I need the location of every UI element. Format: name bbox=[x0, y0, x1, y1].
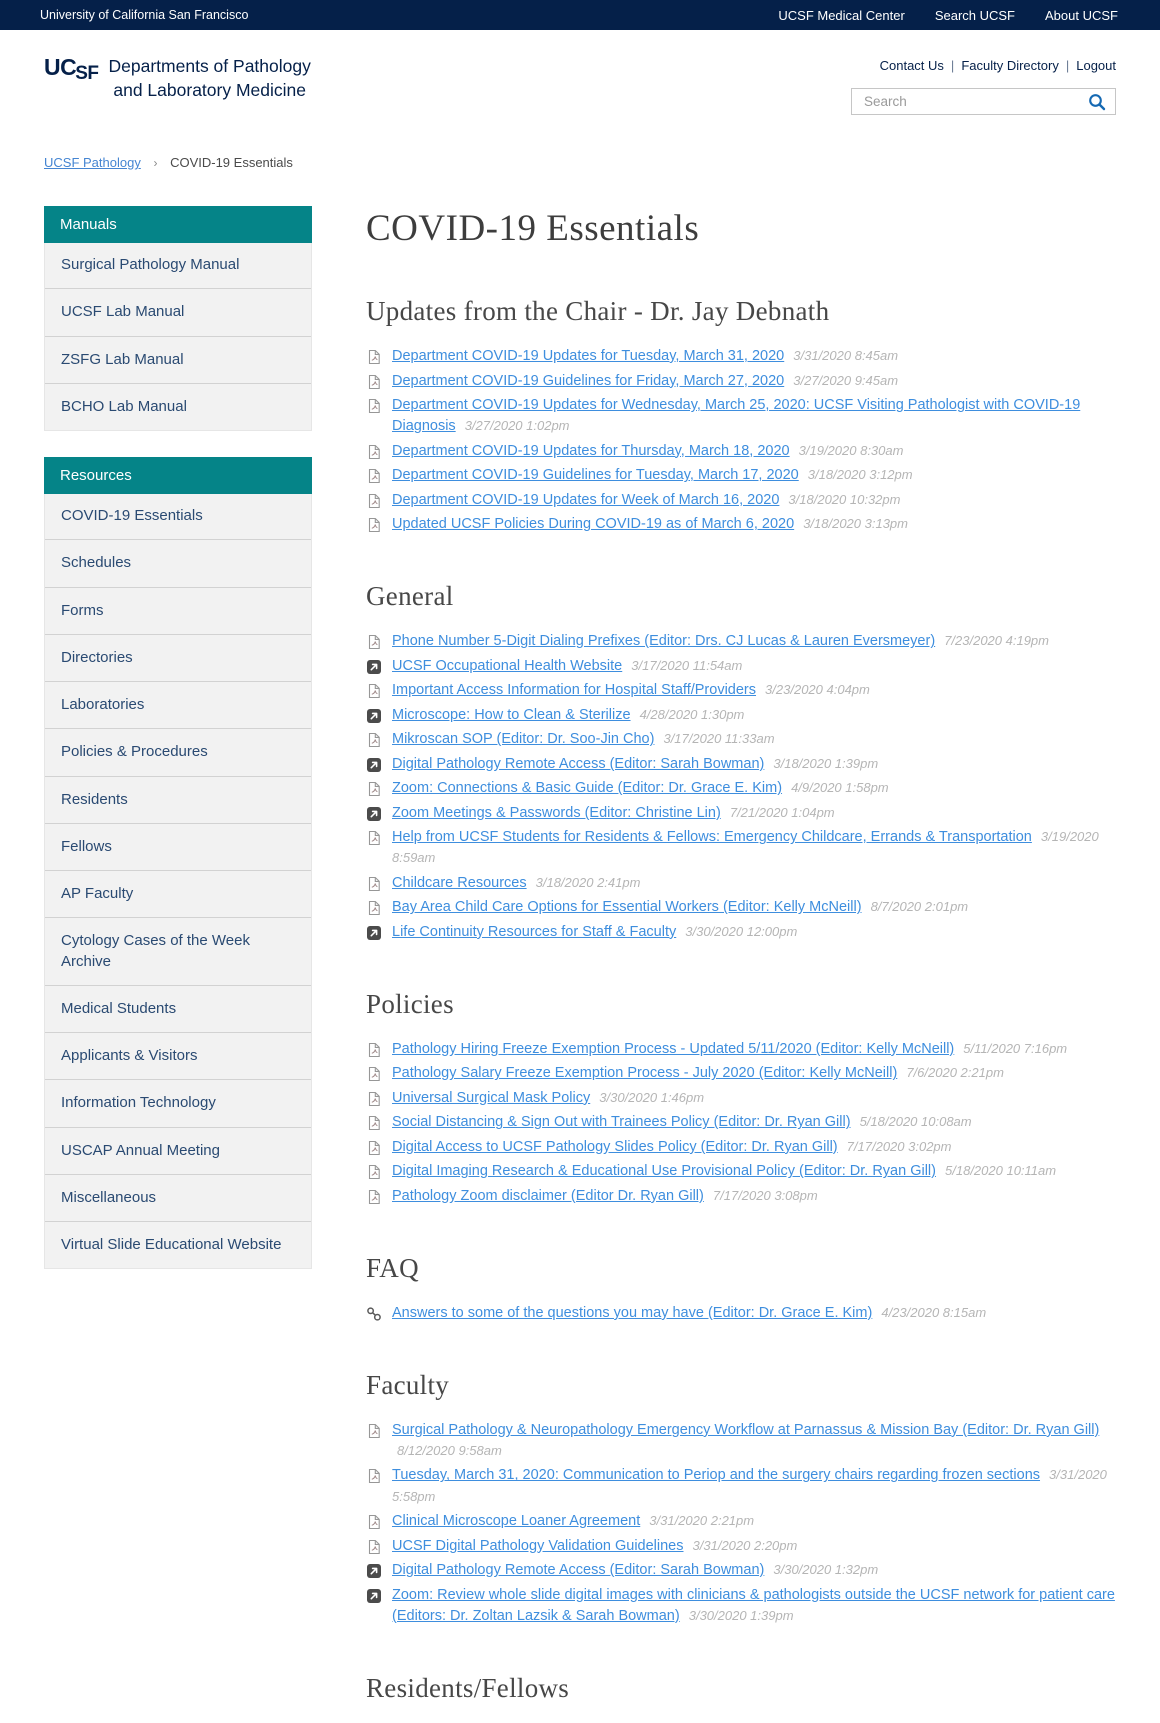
document-link[interactable]: Social Distancing & Sign Out with Trainees Policy (Editor: Dr. Ryan Gill) bbox=[392, 1114, 851, 1131]
document-text bbox=[392, 922, 797, 943]
document-row bbox=[366, 1303, 1116, 1324]
document-text bbox=[392, 1088, 704, 1109]
topbar-link-about-ucsf[interactable]: About UCSF bbox=[1045, 7, 1118, 23]
sidebar-item-ucsf-lab-manual[interactable]: UCSF Lab Manual bbox=[45, 288, 311, 335]
sidebar-item-uscap-annual-meeting[interactable]: USCAP Annual Meeting bbox=[45, 1127, 311, 1174]
document-link[interactable]: Digital Imaging Research & Educational Use Provisional Policy (Editor: Dr. Ryan Gill) bbox=[392, 1163, 936, 1180]
document-row bbox=[366, 1536, 1116, 1557]
document-text bbox=[392, 729, 775, 750]
document-link[interactable]: Digital Access to UCSF Pathology Slides Policy (Editor: Dr. Ryan Gill) bbox=[392, 1138, 838, 1155]
pdf-icon bbox=[366, 1468, 382, 1484]
document-link[interactable]: Department COVID-19 Updates for Wednesday, March 25, 2020: UCSF Visiting Pathologist with COVID-19 Diagnosis bbox=[392, 397, 1081, 435]
utility-link-separator: | bbox=[1065, 58, 1070, 73]
document-link[interactable]: Phone Number 5-Digit Dialing Prefixes (Editor: Drs. CJ Lucas & Lauren Eversmeyer) bbox=[392, 633, 936, 650]
timestamp: 5/18/2020 10:08am bbox=[859, 1114, 972, 1130]
pdf-icon bbox=[366, 1115, 382, 1131]
site-title[interactable] bbox=[109, 54, 311, 102]
document-row bbox=[366, 490, 1116, 511]
document-link[interactable]: Zoom: Connections & Basic Guide (Editor: Dr. Grace E. Kim) bbox=[392, 780, 783, 797]
sidebar-item-virtual-slide-educational-website[interactable]: Virtual Slide Educational Website bbox=[45, 1221, 311, 1268]
document-link[interactable]: Department COVID-19 Guidelines for Friday, March 27, 2020 bbox=[392, 372, 785, 389]
sidebar-item-medical-students[interactable]: Medical Students bbox=[45, 985, 311, 1032]
utility-links bbox=[851, 58, 1116, 73]
link-icon bbox=[366, 1306, 382, 1322]
document-link[interactable]: Clinical Microscope Loaner Agreement bbox=[392, 1513, 641, 1530]
pdf-icon bbox=[366, 374, 382, 390]
timestamp: 3/18/2020 10:32pm bbox=[788, 491, 901, 507]
document-row bbox=[366, 395, 1116, 437]
timestamp: 8/12/2020 9:58am bbox=[397, 1442, 502, 1458]
pdf-icon bbox=[366, 444, 382, 460]
document-text bbox=[392, 1161, 1056, 1182]
document-link[interactable]: Tuesday, March 31, 2020: Communication to Periop and the surgery chairs regarding frozen sections bbox=[392, 1467, 1041, 1484]
timestamp: 3/30/2020 1:46pm bbox=[599, 1089, 705, 1105]
timestamp: 3/30/2020 12:00pm bbox=[685, 923, 798, 939]
document-text bbox=[392, 1536, 797, 1557]
document-link[interactable]: Mikroscan SOP (Editor: Dr. Soo-Jin Cho) bbox=[392, 731, 655, 748]
timestamp: 7/17/2020 3:02pm bbox=[846, 1138, 952, 1154]
pdf-icon bbox=[366, 876, 382, 892]
timestamp: 3/30/2020 1:39pm bbox=[688, 1607, 794, 1623]
document-row bbox=[366, 514, 1116, 535]
document-link[interactable]: Department COVID-19 Updates for Tuesday, March 31, 2020 bbox=[392, 348, 785, 364]
timestamp: 3/27/2020 1:02pm bbox=[464, 418, 570, 434]
document-link[interactable]: Department COVID-19 Guidelines for Tuesday, March 17, 2020 bbox=[392, 467, 799, 484]
timestamp: 5/11/2020 7:16pm bbox=[963, 1040, 1068, 1056]
sidebar-item-zsfg-lab-manual[interactable]: ZSFG Lab Manual bbox=[45, 336, 311, 383]
document-row bbox=[366, 371, 1116, 392]
document-text bbox=[392, 631, 1049, 652]
document-row bbox=[366, 827, 1116, 869]
pdf-icon bbox=[366, 1091, 382, 1107]
sidebar-item-forms[interactable]: Forms bbox=[45, 587, 311, 634]
pdf-icon bbox=[366, 781, 382, 797]
document-text bbox=[392, 441, 903, 462]
pdf-icon bbox=[366, 1514, 382, 1530]
document-text bbox=[392, 1560, 878, 1581]
sidebar-header-resources: Resources bbox=[44, 457, 312, 494]
section-heading-updates-from-the-chair-dr-jay-debnath: Updates from the Chair - Dr. Jay Debnath bbox=[366, 296, 830, 326]
sidebar-item-cytology-cases-of-the-week-archive[interactable]: Cytology Cases of the Week Archive bbox=[45, 917, 311, 985]
section-heading-general: General bbox=[366, 581, 454, 612]
section-heading-policies: Policies bbox=[366, 988, 454, 1019]
pdf-icon bbox=[366, 830, 382, 846]
pdf-icon bbox=[366, 1140, 382, 1156]
brand bbox=[44, 54, 311, 102]
document-row bbox=[366, 441, 1116, 462]
timestamp: 3/31/2020 2:20pm bbox=[692, 1537, 798, 1553]
document-row bbox=[366, 465, 1116, 486]
document-row bbox=[366, 1112, 1116, 1133]
document-text bbox=[392, 656, 742, 677]
pdf-icon bbox=[366, 493, 382, 509]
pdf-icon bbox=[366, 1164, 382, 1180]
timestamp: 3/31/2020 2:21pm bbox=[649, 1513, 755, 1529]
document-list bbox=[366, 1303, 1116, 1324]
document-row bbox=[366, 1137, 1116, 1158]
document-link[interactable]: UCSF Occupational Health Website bbox=[392, 657, 623, 674]
pdf-icon bbox=[366, 1423, 382, 1439]
document-link[interactable]: Important Access Information for Hospital Staff/Providers bbox=[392, 682, 757, 699]
document-link[interactable]: Childcare Resources bbox=[392, 874, 527, 891]
document-text bbox=[392, 1112, 972, 1133]
document-list bbox=[366, 1420, 1116, 1627]
document-text bbox=[392, 1063, 1004, 1084]
sidebar-item-surgical-pathology-manual[interactable]: Surgical Pathology Manual bbox=[61, 256, 240, 273]
document-link[interactable]: Microscope: How to Clean & Sterilize bbox=[392, 706, 631, 723]
pdf-icon bbox=[366, 1066, 382, 1082]
document-text bbox=[392, 1137, 951, 1158]
document-link[interactable]: Bay Area Child Care Options for Essential Workers (Editor: Kelly McNeill) bbox=[392, 899, 862, 916]
content bbox=[0, 206, 1160, 1723]
sidebar-item-bcho-lab-manual[interactable]: BCHO Lab Manual bbox=[45, 383, 311, 430]
document-link[interactable]: Digital Pathology Remote Access (Editor: Sarah Bowman) bbox=[392, 1562, 765, 1579]
document-row bbox=[366, 922, 1116, 943]
topbar bbox=[0, 0, 1160, 30]
document-text bbox=[392, 514, 908, 535]
sidebar-section-manuals bbox=[44, 206, 312, 431]
section-heading-faculty: Faculty bbox=[366, 1369, 450, 1400]
document-row bbox=[366, 346, 1116, 367]
pdf-icon bbox=[366, 1042, 382, 1058]
main-content bbox=[366, 206, 1116, 1723]
document-text bbox=[392, 1511, 754, 1532]
document-text bbox=[392, 1039, 1067, 1060]
document-row bbox=[366, 897, 1116, 918]
document-row bbox=[366, 656, 1116, 677]
external-link-icon bbox=[366, 1563, 382, 1579]
document-text bbox=[392, 827, 1116, 869]
document-text bbox=[392, 395, 1116, 437]
document-row bbox=[366, 1585, 1116, 1627]
sidebar-item-laboratories[interactable]: Laboratories bbox=[45, 681, 311, 728]
timestamp: 7/23/2020 4:19pm bbox=[944, 633, 1049, 649]
document-text bbox=[392, 346, 898, 367]
document-row bbox=[366, 631, 1116, 652]
pdf-icon bbox=[366, 398, 382, 414]
document-text bbox=[392, 803, 835, 824]
section-heading-residents-fellows: Residents/Fellows bbox=[366, 1672, 570, 1703]
document-text bbox=[392, 465, 913, 486]
document-row bbox=[366, 1039, 1116, 1060]
timestamp: 3/31/2020 5:58pm bbox=[392, 1467, 1107, 1504]
timestamp: 4/23/2020 8:15am bbox=[881, 1304, 987, 1320]
pdf-icon bbox=[366, 349, 382, 365]
utility-link-logout[interactable]: Logout bbox=[1076, 58, 1116, 73]
document-text bbox=[392, 754, 878, 775]
search-box bbox=[851, 88, 1116, 115]
timestamp: 7/6/2020 2:21pm bbox=[906, 1065, 1004, 1081]
timestamp: 3/18/2020 3:12pm bbox=[807, 467, 913, 483]
section-heading-faq: FAQ bbox=[366, 1252, 419, 1283]
document-link[interactable]: Zoom Meetings & Passwords (Editor: Christine Lin) bbox=[392, 804, 721, 821]
document-text bbox=[392, 490, 900, 511]
search-input[interactable] bbox=[862, 93, 1087, 110]
sidebar-section-resources bbox=[44, 457, 312, 1269]
timestamp: 3/17/2020 11:33am bbox=[663, 731, 775, 747]
ucsf-logo[interactable]: UCSF bbox=[44, 54, 99, 84]
breadcrumb-current: COVID-19 Essentials bbox=[170, 155, 293, 170]
document-link[interactable]: Surgical Pathology & Neuropathology Emergency Workflow at Parnassus & Mission Bay (Editor: Dr. Ryan Gill) bbox=[392, 1421, 1100, 1438]
header-right bbox=[851, 54, 1116, 115]
timestamp: 3/18/2020 1:39pm bbox=[773, 755, 879, 771]
sidebar-item-miscellaneous[interactable]: Miscellaneous bbox=[45, 1174, 311, 1221]
sidebar-item-residents[interactable]: Residents bbox=[45, 776, 311, 823]
document-link[interactable]: Digital Pathology Remote Access (Editor: Sarah Bowman) bbox=[392, 755, 765, 772]
document-row bbox=[366, 1186, 1116, 1207]
sidebar-item-applicants-visitors[interactable]: Applicants & Visitors bbox=[45, 1032, 311, 1079]
sidebar-item-directories[interactable]: Directories bbox=[45, 634, 311, 681]
document-link[interactable]: Help from UCSF Students for Residents & Fellows: Emergency Childcare, Errands & Transportation bbox=[392, 829, 1032, 846]
utility-link-faculty-directory[interactable]: Faculty Directory bbox=[961, 58, 1059, 73]
document-text bbox=[392, 1420, 1116, 1462]
external-link-icon bbox=[366, 708, 382, 724]
sidebar-item-ap-faculty[interactable]: AP Faculty bbox=[45, 870, 311, 917]
timestamp: 3/19/2020 8:59am bbox=[392, 829, 1099, 866]
document-link[interactable]: Pathology Zoom disclaimer (Editor Dr. Ryan Gill) bbox=[392, 1187, 704, 1204]
document-list bbox=[366, 631, 1116, 943]
sidebar-body-resources bbox=[45, 493, 311, 1268]
document-text bbox=[392, 897, 968, 918]
document-text bbox=[392, 680, 870, 701]
topbar-link-ucsf-medical-center[interactable]: UCSF Medical Center bbox=[778, 7, 905, 23]
sidebar-item-schedules[interactable]: Schedules bbox=[45, 539, 311, 586]
external-link-icon bbox=[366, 806, 382, 822]
timestamp: 3/23/2020 4:04pm bbox=[765, 682, 870, 698]
timestamp: 3/19/2020 8:30am bbox=[798, 442, 904, 458]
document-row bbox=[366, 873, 1116, 894]
timestamp: 3/18/2020 2:41pm bbox=[535, 874, 641, 890]
site-header bbox=[0, 30, 1160, 133]
timestamp: 3/18/2020 3:13pm bbox=[803, 516, 908, 532]
pdf-icon bbox=[366, 634, 382, 650]
document-text bbox=[392, 1465, 1116, 1507]
page-title: COVID-19 Essentials bbox=[366, 208, 700, 249]
document-link[interactable]: Department COVID-19 Updates for Thursday, March 18, 2020 bbox=[392, 442, 790, 459]
topbar-links bbox=[778, 8, 1118, 23]
timestamp: 3/30/2020 1:32pm bbox=[773, 1562, 879, 1578]
site-title-line1: Departments of Pathology bbox=[108, 56, 311, 76]
timestamp: 3/31/2020 8:45am bbox=[793, 348, 899, 363]
sidebar-item-fellows[interactable]: Fellows bbox=[45, 823, 311, 870]
document-link[interactable]: Answers to some of the questions you may have (Editor: Dr. Grace E. Kim) bbox=[392, 1304, 873, 1321]
topbar-university-link[interactable]: University of California San Francisco bbox=[40, 8, 249, 22]
timestamp: 3/27/2020 9:45am bbox=[793, 372, 899, 388]
breadcrumb-link[interactable]: UCSF Pathology bbox=[44, 155, 141, 170]
document-text bbox=[392, 705, 744, 726]
sidebar-body-manuals bbox=[45, 242, 311, 430]
document-row bbox=[366, 1420, 1116, 1462]
document-link[interactable]: UCSF Digital Pathology Validation Guidelines bbox=[392, 1537, 684, 1554]
pdf-icon bbox=[366, 732, 382, 748]
document-row bbox=[366, 1465, 1116, 1507]
document-row bbox=[366, 1161, 1116, 1182]
document-row bbox=[366, 1560, 1116, 1581]
external-link-icon bbox=[366, 1588, 382, 1604]
document-link[interactable]: Zoom: Review whole slide digital images with clinicians & pathologists outside the UCSF network for patient care (Editors: Dr. Zoltan Lazsik & Sarah Bowman) bbox=[392, 1586, 1115, 1624]
document-link[interactable]: Pathology Hiring Freeze Exemption Process - Updated 5/11/2020 (Editor: Kelly McNeill) bbox=[392, 1040, 955, 1057]
document-list bbox=[366, 1039, 1116, 1207]
document-row bbox=[366, 705, 1116, 726]
document-link[interactable]: Department COVID-19 Updates for Week of March 16, 2020 bbox=[392, 491, 780, 508]
document-row bbox=[366, 1063, 1116, 1084]
document-link[interactable]: Life Continuity Resources for Staff & Faculty bbox=[392, 923, 677, 940]
timestamp: 7/21/2020 1:04pm bbox=[729, 804, 835, 820]
timestamp: 5/18/2020 10:11am bbox=[945, 1163, 1057, 1179]
breadcrumb bbox=[44, 155, 1116, 170]
document-row bbox=[366, 754, 1116, 775]
document-row bbox=[366, 1511, 1116, 1532]
timestamp: 3/17/2020 11:54am bbox=[631, 657, 743, 673]
timestamp: 7/17/2020 3:08pm bbox=[712, 1187, 818, 1203]
site-title-line2: and Laboratory Medicine bbox=[113, 80, 306, 101]
document-text bbox=[392, 873, 640, 894]
external-link-icon bbox=[366, 925, 382, 941]
document-row bbox=[366, 680, 1116, 701]
timestamp: 4/9/2020 1:58pm bbox=[791, 780, 889, 796]
document-row bbox=[366, 729, 1116, 750]
pdf-icon bbox=[366, 683, 382, 699]
document-row bbox=[366, 778, 1116, 799]
sidebar-item-covid-19-essentials[interactable]: COVID-19 Essentials bbox=[61, 507, 203, 524]
topbar-link-search-ucsf[interactable]: Search UCSF bbox=[934, 7, 1016, 23]
utility-link-separator: | bbox=[950, 58, 955, 73]
external-link-icon bbox=[366, 757, 382, 773]
sidebar-header-manuals: Manuals bbox=[44, 206, 312, 243]
timestamp: 8/7/2020 2:01pm bbox=[870, 899, 969, 915]
sections bbox=[366, 296, 1116, 1704]
sidebar-item-policies-procedures[interactable]: Policies & Procedures bbox=[45, 728, 311, 775]
document-row bbox=[366, 1088, 1116, 1109]
document-text bbox=[392, 1186, 818, 1207]
document-link[interactable]: Pathology Salary Freeze Exemption Process - July 2020 (Editor: Kelly McNeill) bbox=[392, 1065, 898, 1082]
document-link[interactable]: Universal Surgical Mask Policy bbox=[392, 1089, 591, 1106]
pdf-icon bbox=[366, 1539, 382, 1555]
document-text bbox=[392, 1585, 1116, 1627]
external-link-icon bbox=[366, 659, 382, 675]
document-text bbox=[392, 778, 889, 799]
breadcrumb-separator: › bbox=[153, 156, 158, 170]
pdf-icon bbox=[366, 900, 382, 916]
document-list bbox=[366, 346, 1116, 535]
document-text bbox=[392, 371, 898, 392]
pdf-icon bbox=[366, 468, 382, 484]
pdf-icon bbox=[366, 517, 382, 533]
document-row bbox=[366, 803, 1116, 824]
utility-link-contact-us[interactable]: Contact Us bbox=[879, 58, 944, 73]
timestamp: 4/28/2020 1:30pm bbox=[639, 706, 745, 722]
document-text bbox=[392, 1303, 986, 1324]
sidebar-item-information-technology[interactable]: Information Technology bbox=[45, 1079, 311, 1126]
pdf-icon bbox=[366, 1189, 382, 1205]
document-link[interactable]: Updated UCSF Policies During COVID-19 as of March 6, 2020 bbox=[392, 516, 795, 533]
sidebar bbox=[44, 206, 312, 1295]
search-icon[interactable] bbox=[1087, 92, 1107, 112]
